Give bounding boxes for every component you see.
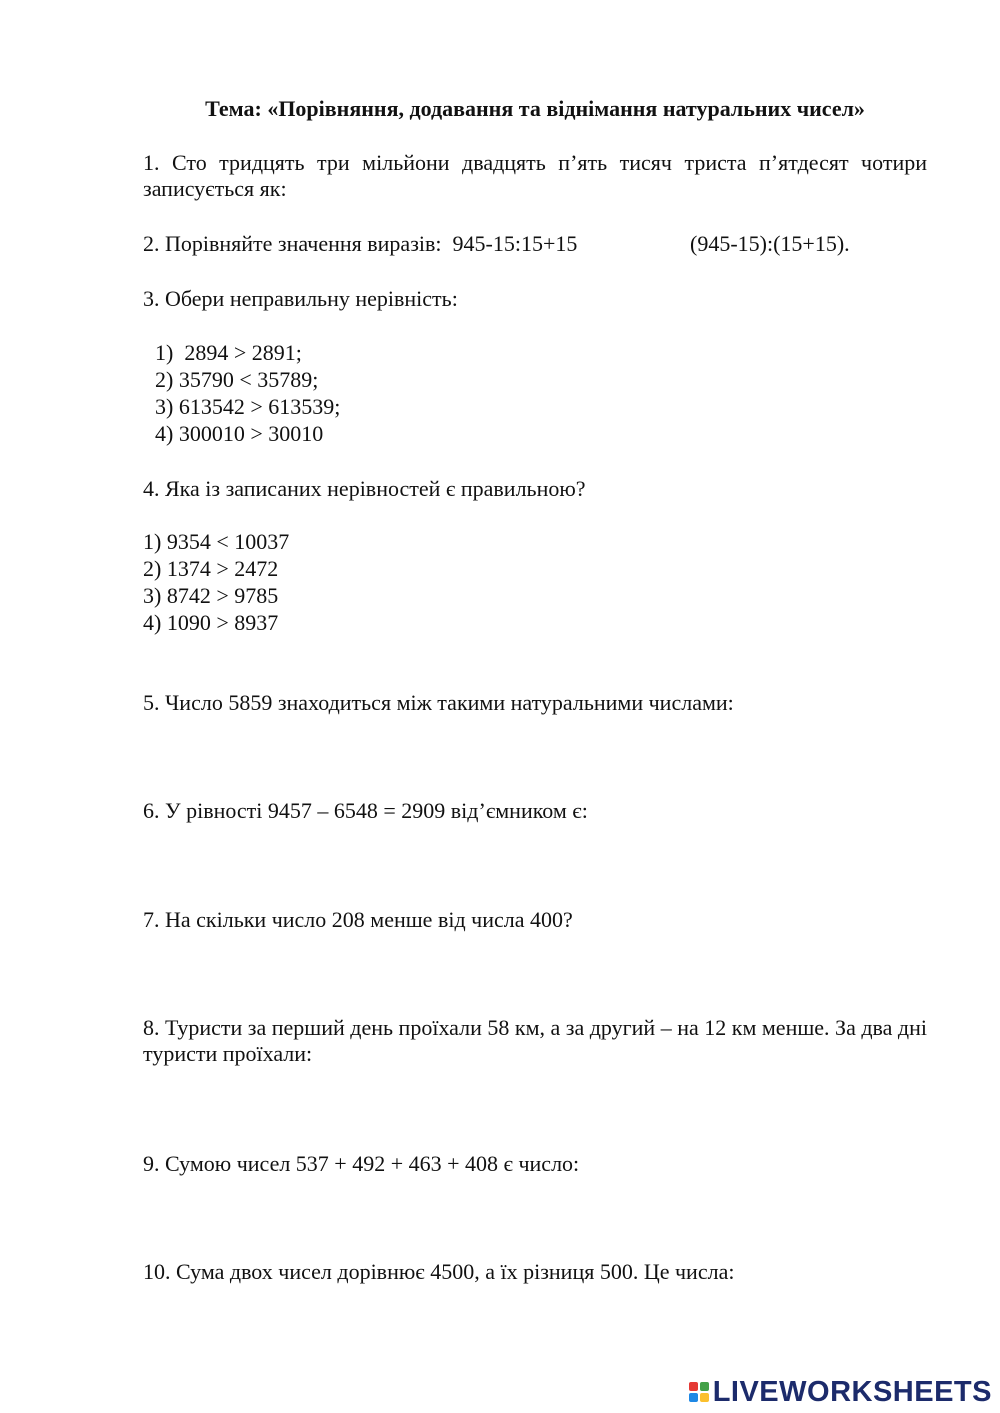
question-3-option-3: 3) 613542 > 613539; [155,394,341,419]
logo-square [689,1382,698,1391]
question-9: 9. Сумою чисел 537 + 492 + 463 + 408 є число: [143,1151,580,1176]
question-2: 2. Порівняйте значення виразів: 945-15:15+15 [143,231,578,256]
question-10: 10. Сума двох чисел дорівнює 4500, а їх різниця 500. Це числа: [143,1259,735,1284]
question-2-expression-2: (945-15):(15+15). [690,231,850,256]
question-3-option-4: 4) 300010 > 30010 [155,421,324,446]
question-4-option-2: 2) 1374 > 2472 [143,556,279,581]
question-4-option-1: 1) 9354 < 10037 [143,529,290,554]
logo-square [700,1382,709,1391]
brand-text: LIVEWORKSHEETS [712,1375,992,1408]
question-4: 4. Яка із записаних нерівностей є правильною? [143,476,586,501]
liveworksheets-logo [689,1377,992,1407]
worksheet-title: Тема: «Порівняння, додавання та віднімання натуральних чисел» [205,96,865,121]
logo-squares-icon [689,1382,709,1402]
question-3-option-1: 1) 2894 > 2891; [155,340,302,365]
question-7: 7. На скільки число 208 менше від числа 400? [143,907,573,932]
question-1: 1. Сто тридцять три мільйони двадцять п’ять тисяч триста п’ятдесят чотири записується як: [143,150,927,201]
question-8: 8. Туристи за перший день проїхали 58 км, а за другий – на 12 км менше. За два дні туристи проїхали: [143,1015,927,1066]
question-3-option-2: 2) 35790 < 35789; [155,367,319,392]
logo-square [689,1393,698,1402]
question-4-option-3: 3) 8742 > 9785 [143,583,279,608]
question-3: 3. Обери неправильну нерівність: [143,286,458,311]
question-6: 6. У рівності 9457 – 6548 = 2909 від’ємником є: [143,798,588,823]
question-5: 5. Число 5859 знаходиться між такими натуральними числами: [143,690,734,715]
logo-square [700,1393,709,1402]
question-4-option-4: 4) 1090 > 8937 [143,610,279,635]
